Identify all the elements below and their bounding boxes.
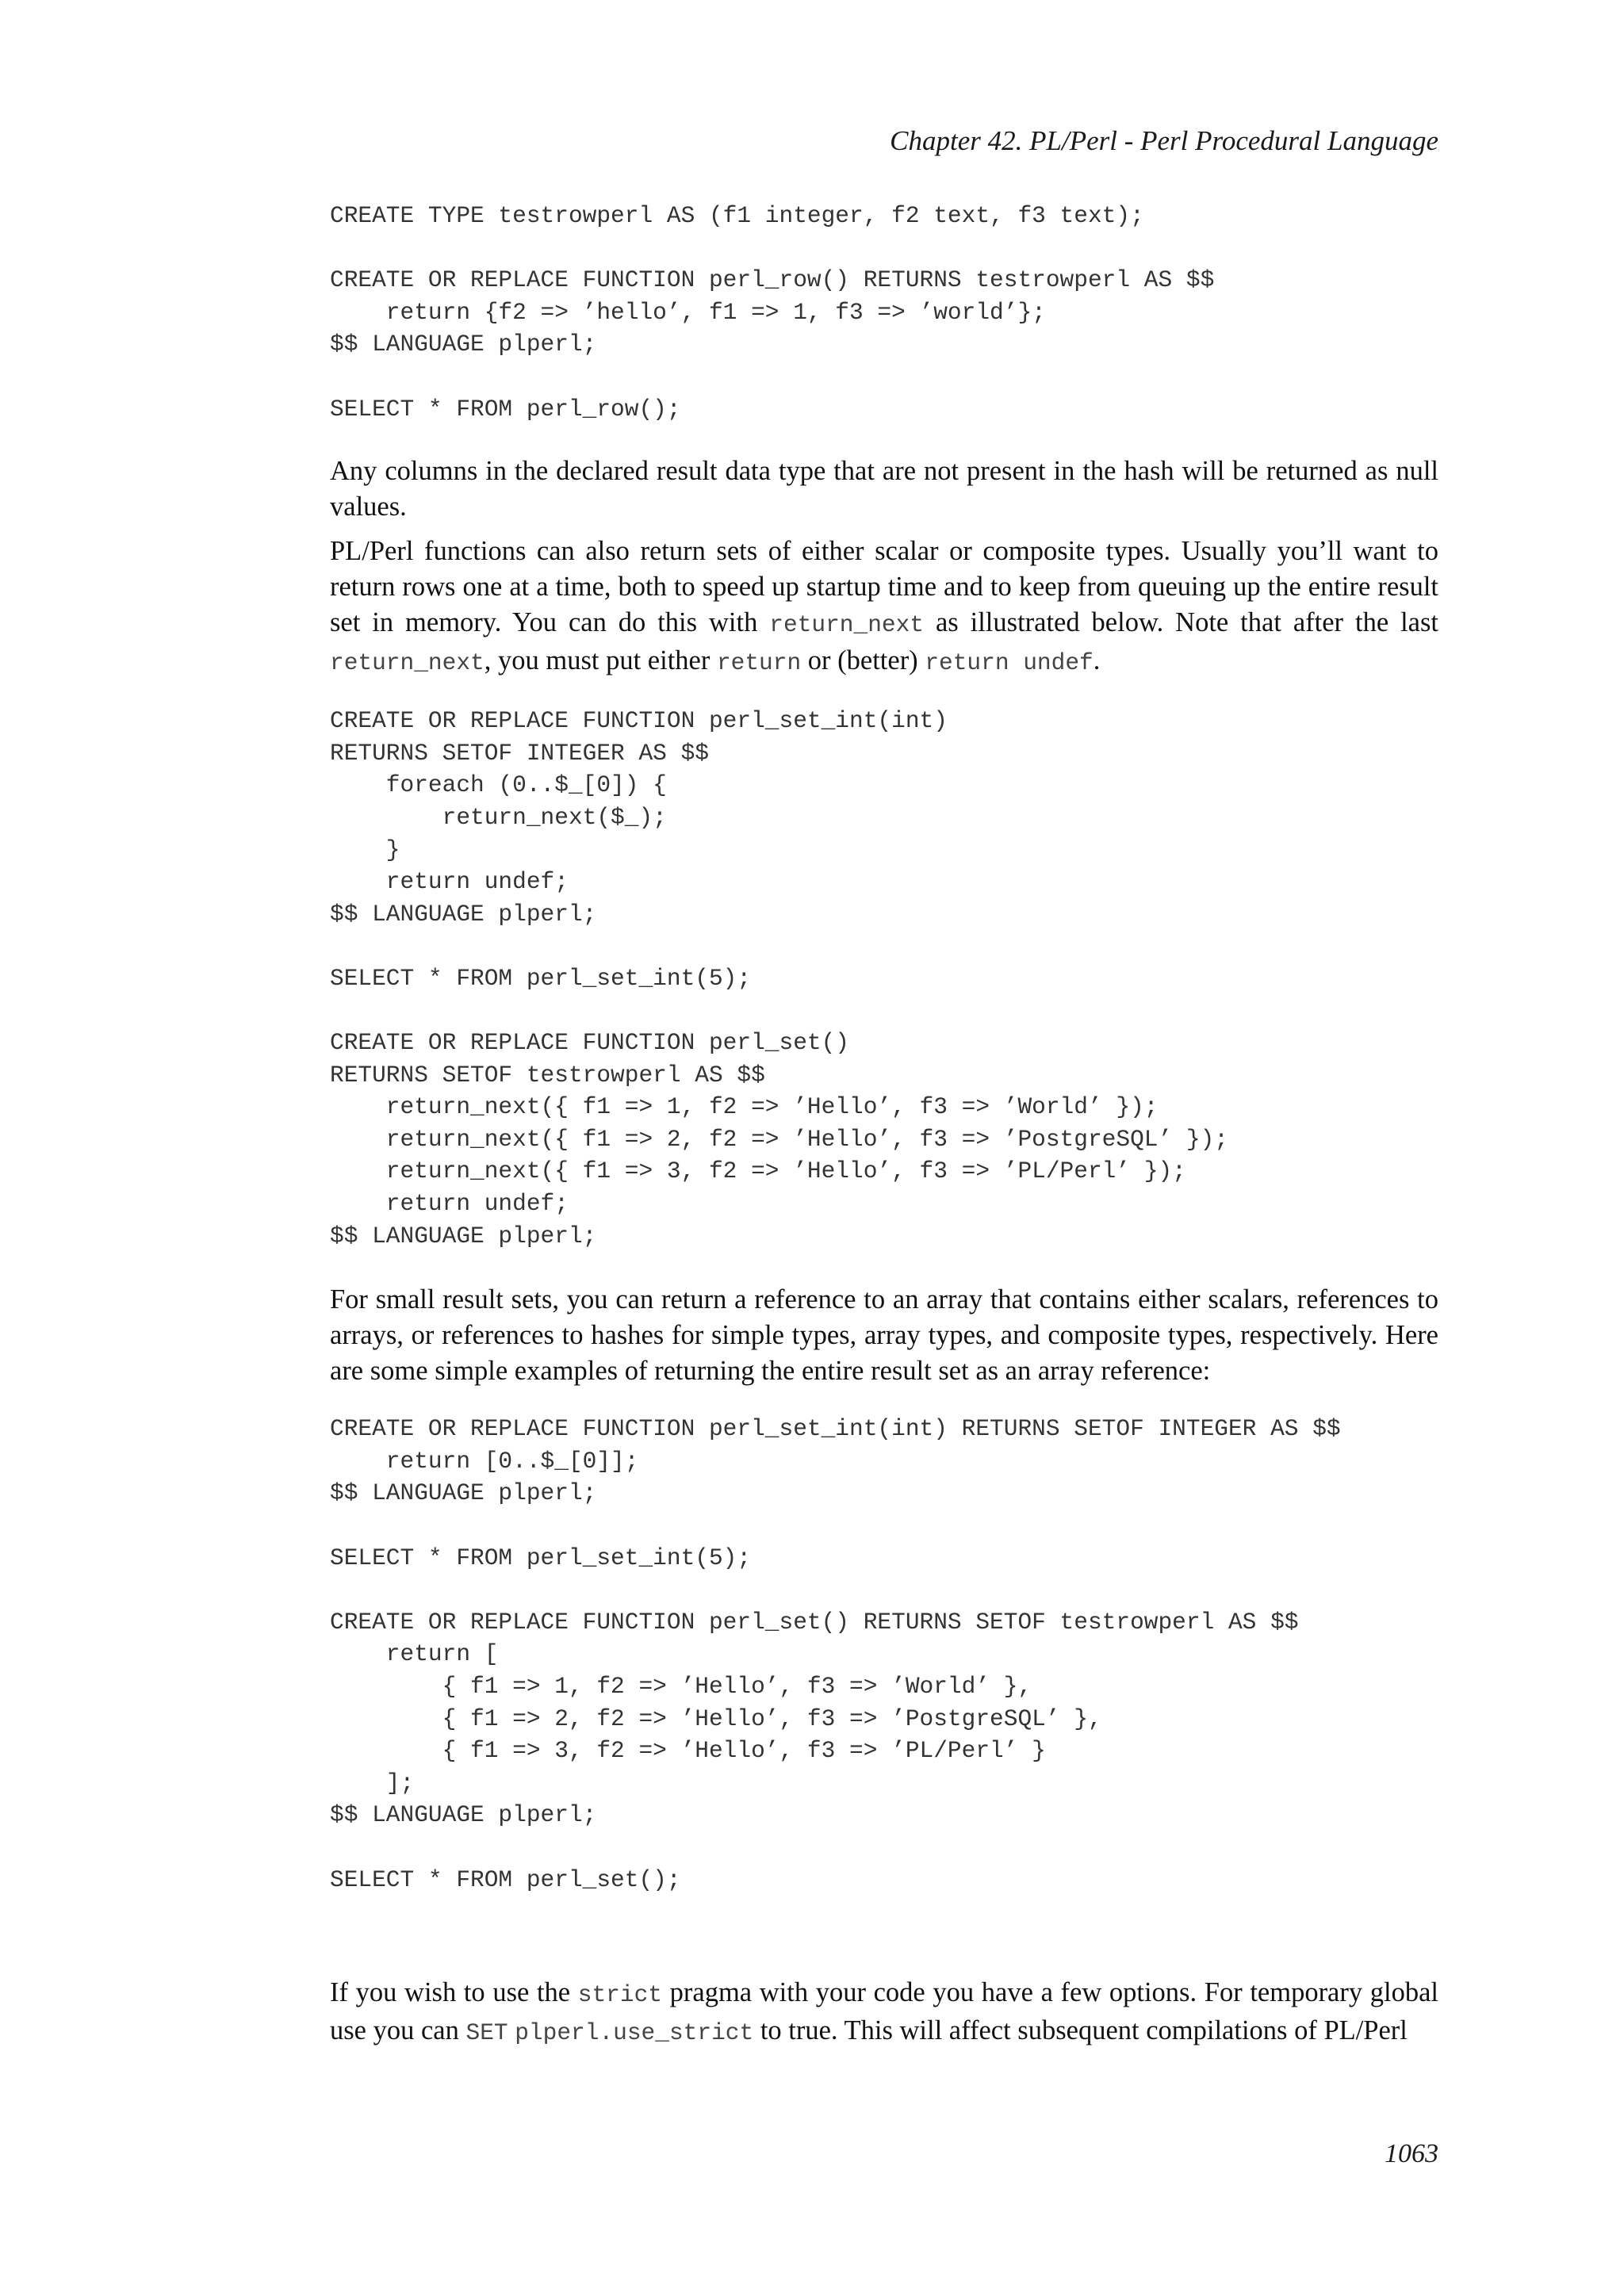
inline-code: return_next	[330, 649, 485, 677]
code-block-composite-return: CREATE TYPE testrowperl AS (f1 integer, f2 text, f3 text); CREATE OR REPLACE FUNCTION perl_row() RETURNS testrowperl AS $$ return {f2 => ’hello’, f1 => 1, f3 => ’world’}; $$ LANGUAGE plperl; SELECT * FROM perl_row();	[330, 202, 1215, 423]
inline-code: SET	[465, 2019, 508, 2047]
page-number: 1063	[1385, 2139, 1438, 2168]
text-run: or (better)	[801, 645, 925, 676]
page-content	[330, 200, 1438, 2051]
text-run: as illustrated below. Note that after the last	[924, 607, 1438, 638]
paragraph-return-sets	[330, 534, 1438, 681]
paragraph-strict-pragma	[330, 1975, 1438, 2051]
paragraph-array-reference: For small result sets, you can return a reference to an array that contains either scalars, references to arrays, or references to hashes for simple types, array types, and composite types, respectively. Here are some simple examples of returning the entire result set as an array reference:	[330, 1284, 1438, 1387]
inline-code: return undef	[925, 649, 1094, 677]
paragraph-null-columns: Any columns in the declared result data type that are not present in the hash will be returned as null values.	[330, 456, 1438, 522]
text-run: If you wish to use the	[330, 1977, 578, 2008]
inline-code: return_next	[769, 611, 925, 639]
code-block-return-next: CREATE OR REPLACE FUNCTION perl_set_int(int) RETURNS SETOF INTEGER AS $$ foreach (0..$_[0]) { return_next($_); } return undef; $$ LANGUAGE plperl; SELECT * FROM perl_set_int(5); CREATE OR REPLACE FUNCTION perl_set() RETURNS SETOF testrowperl AS $$ return_next({ f1 => 1, f2 => ’Hello’, f3 => ’World’ }); return_next({ f1 => 2, f2 => ’Hello’, f3 => ’PostgreSQL’ }); return_next({ f1 => 3, f2 => ’Hello’, f3 => ’PL/Perl’ }); return undef; $$ LANGUAGE plperl;	[330, 707, 1228, 1249]
text-run: pragma with your code you have a few options. For temporary global use you can	[330, 1977, 1438, 2046]
inline-code: return	[716, 649, 802, 677]
code-block-array-return: CREATE OR REPLACE FUNCTION perl_set_int(int) RETURNS SETOF INTEGER AS $$ return [0..$_[0]]; $$ LANGUAGE plperl; SELECT * FROM perl_set_int(5); CREATE OR REPLACE FUNCTION perl_set() RETURNS SETOF testrowperl AS $$ return [ { f1 => 1, f2 => ’Hello’, f3 => ’World’ }, { f1 => 2, f2 => ’Hello’, f3 => ’PostgreSQL’ }, { f1 => 3, f2 => ’Hello’, f3 => ’PL/Perl’ } ]; $$ LANGUAGE plperl; SELECT * FROM perl_set();	[330, 1415, 1341, 1893]
inline-code: plperl.use_strict	[515, 2019, 754, 2047]
chapter-header: Chapter 42. PL/Perl - Perl Procedural Language	[890, 125, 1438, 156]
text-run: PL/Perl functions can also return sets of either scalar or composite types. Usually you’ll want to return rows one at a time, both to speed up startup time and to keep from queuing up the entire result set in memory. You can do this with	[330, 536, 1438, 638]
inline-code: strict	[577, 1981, 662, 2009]
text-run: to true. This will affect subsequent compilations of PL/Perl	[753, 2015, 1408, 2046]
text-run: .	[1093, 645, 1101, 676]
text-run	[508, 2015, 515, 2045]
text-run: , you must put either	[484, 645, 717, 676]
